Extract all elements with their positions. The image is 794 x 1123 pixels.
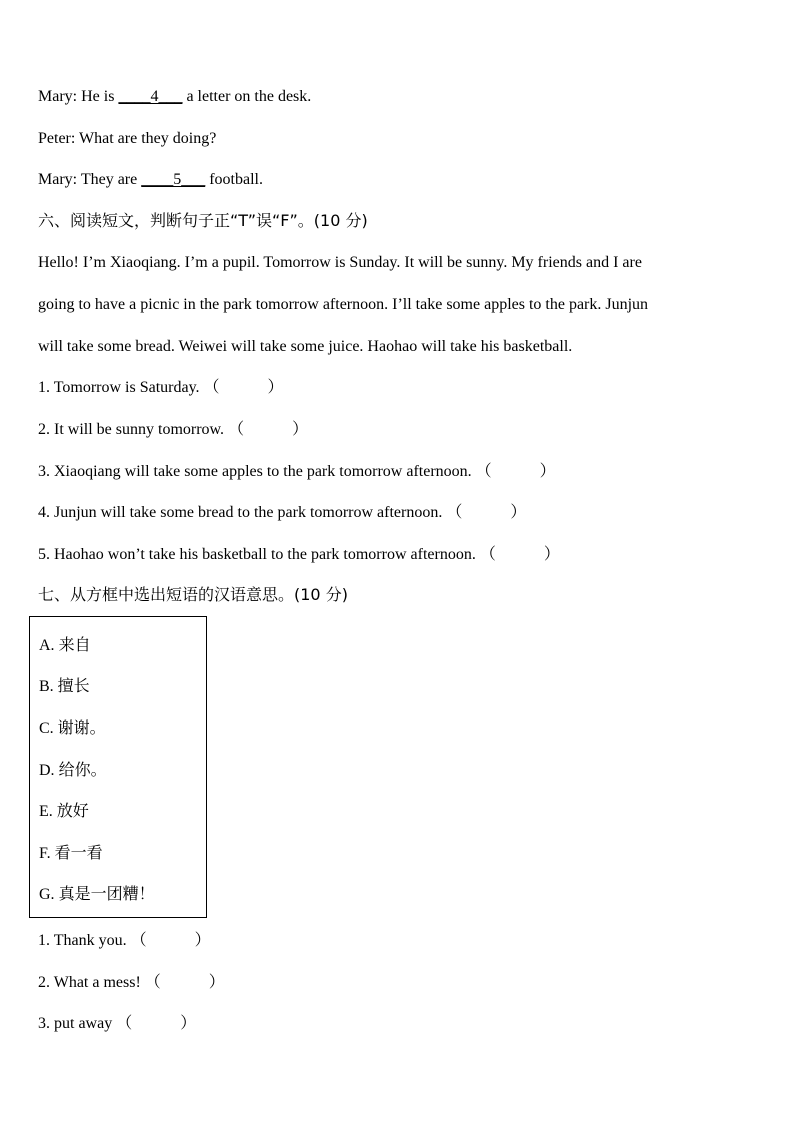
option-d (39, 760, 107, 781)
dialogue-prefix: Mary: They are (38, 171, 142, 188)
tf-question-1 (38, 378, 284, 398)
answer-parentheses[interactable]: （ ） (479, 546, 560, 563)
option-letter: F. (39, 845, 51, 862)
section-7-heading: 七、从方框中选出短语的汉语意思。(10 分) (38, 585, 348, 604)
option-c (39, 718, 106, 739)
option-letter: G. (39, 886, 55, 903)
option-letter: A. (39, 637, 55, 654)
option-text: 放好 (56, 801, 89, 820)
dialogue-prefix: Mary: He is (38, 88, 119, 105)
question-text: 2. It will be sunny tomorrow. (38, 421, 225, 438)
answer-parentheses[interactable]: （ ） (144, 974, 225, 991)
option-text: 真是一团糟！ (58, 884, 155, 903)
option-letter: D. (39, 762, 55, 779)
dialogue-suffix: a letter on the desk. (182, 88, 312, 105)
tf-question-5 (38, 545, 560, 565)
question-text: 5. Haohao won’t take his basketball to the park tomorrow afternoon. (38, 546, 476, 563)
passage-line-1: Hello! I’m Xiaoqiang. I’m a pupil. Tomorrow is Sunday. It will be sunny. My friends and I are (38, 254, 642, 271)
answer-parentheses[interactable]: （ ） (203, 379, 284, 396)
option-g (39, 884, 155, 905)
match-question-3 (38, 1014, 196, 1034)
passage-line-3: will take some bread. Weiwei will take some juice. Haohao will take his basketball. (38, 338, 573, 355)
option-f (39, 843, 103, 864)
option-text: 来自 (58, 635, 91, 654)
question-text: 4. Junjun will take some bread to the park tomorrow afternoon. (38, 504, 443, 521)
tf-question-3 (38, 462, 556, 482)
dialogue-suffix: football. (205, 171, 263, 188)
match-question-2 (38, 973, 225, 993)
question-text: 1. Tomorrow is Saturday. (38, 379, 200, 396)
answer-blank-5[interactable]: ____5___ (141, 171, 206, 188)
section-6-heading: 六、阅读短文，判断句子正“T”误“F”。(10 分) (38, 211, 368, 230)
option-text: 谢谢。 (57, 718, 106, 737)
answer-parentheses[interactable]: （ ） (228, 421, 309, 438)
dialogue-line-1 (38, 87, 311, 107)
option-text: 擅长 (57, 676, 90, 695)
tf-question-4 (38, 503, 526, 523)
option-text: 给你。 (58, 760, 107, 779)
question-text: 3. put away (38, 1015, 113, 1032)
option-text: 看一看 (54, 843, 103, 862)
option-letter: C. (39, 720, 54, 737)
option-b (39, 676, 90, 697)
option-a (39, 635, 91, 656)
passage-line-2: going to have a picnic in the park tomorrow afternoon. I’ll take some apples to the park. Junjun (38, 296, 649, 313)
question-text: 1. Thank you. (38, 932, 127, 949)
dialogue-line-2: Peter: What are they doing? (38, 130, 217, 147)
option-e (39, 801, 89, 822)
option-letter: B. (39, 678, 54, 695)
match-question-1 (38, 931, 211, 951)
answer-parentheses[interactable]: （ ） (475, 463, 556, 480)
answer-parentheses[interactable]: （ ） (130, 932, 211, 949)
answer-parentheses[interactable]: （ ） (446, 504, 527, 521)
question-text: 3. Xiaoqiang will take some apples to the park tomorrow afternoon. (38, 463, 472, 480)
question-text: 2. What a mess! (38, 974, 141, 991)
tf-question-2 (38, 420, 308, 440)
dialogue-line-3 (38, 170, 263, 190)
option-box (29, 616, 207, 918)
answer-blank-4[interactable]: ____4___ (118, 88, 183, 105)
option-letter: E. (39, 803, 53, 820)
answer-parentheses[interactable]: （ ） (116, 1015, 197, 1032)
